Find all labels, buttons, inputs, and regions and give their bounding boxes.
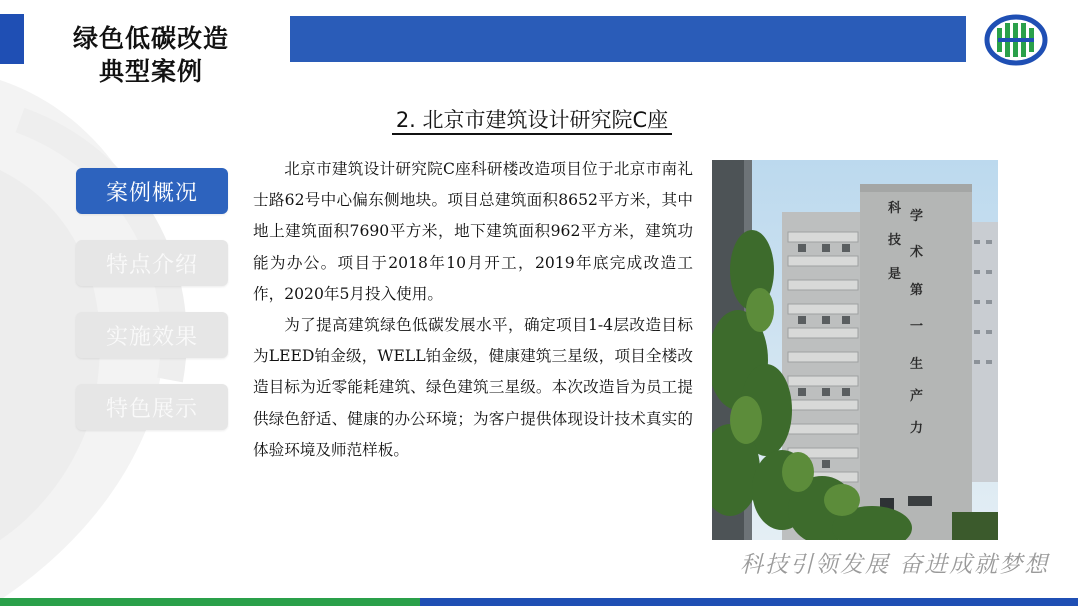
description-paragraph-1: 北京市建筑设计研究院C座科研楼改造项目位于北京市南礼士路62号中心偏东侧地块。项目总建筑面积8652平方米，其中地上建筑面积7690平方米，地下建筑面积962平方米，建筑功能为办公。项目于2018年10月开工，2019年底完成改造工作，2020年5月投入使用。 <box>253 160 693 303</box>
facade-char-8: 生 <box>910 357 924 372</box>
title-accent-bar <box>0 14 24 64</box>
slide-title-line-2: 典型案例 <box>98 57 203 86</box>
nav-item-overview[interactable]: 案例概况 <box>76 168 228 214</box>
slide-title <box>36 22 266 88</box>
facade-char-4: 术 <box>910 245 924 260</box>
facade-char-9: 产 <box>910 389 924 404</box>
facade-char-2: 学 <box>910 209 924 224</box>
facade-char-10: 力 <box>910 421 924 436</box>
case-heading-text: 2. 北京市建筑设计研究院C座 <box>392 108 672 135</box>
case-description <box>253 154 693 466</box>
nav-item-showcase[interactable]: 特色展示 <box>76 384 228 430</box>
building-photo <box>712 160 998 540</box>
org-logo-icon <box>984 14 1048 66</box>
section-nav <box>76 168 228 456</box>
facade-char-1: 科 <box>888 201 902 216</box>
slogan-text: 科技引领发展 奋进成就梦想 <box>740 552 1050 578</box>
facade-char-6: 第 <box>910 283 924 298</box>
bottom-bar-green <box>0 598 420 606</box>
slide-title-line-1: 绿色低碳改造 <box>72 24 229 53</box>
nav-item-results[interactable]: 实施效果 <box>76 312 228 358</box>
facade-char-3: 技 <box>888 233 902 248</box>
header-band <box>290 16 966 62</box>
nav-item-features[interactable]: 特点介绍 <box>76 240 228 286</box>
bottom-bar-blue <box>420 598 1078 606</box>
case-heading <box>342 104 722 134</box>
description-paragraph-2: 为了提高建筑绿色低碳发展水平，确定项目1-4层改造目标为LEED铂金级，WELL铂金级，健康建筑三星级，项目全楼改造目标为近零能耗建筑、绿色建筑三星级。本次改造旨为员工提供绿色舒适、健康的办公环境；为客户提供体现设计技术真实的体验环境及师范样板。 <box>253 316 693 459</box>
facade-char-7: 一 <box>910 319 924 334</box>
facade-char-5: 是 <box>888 267 902 282</box>
